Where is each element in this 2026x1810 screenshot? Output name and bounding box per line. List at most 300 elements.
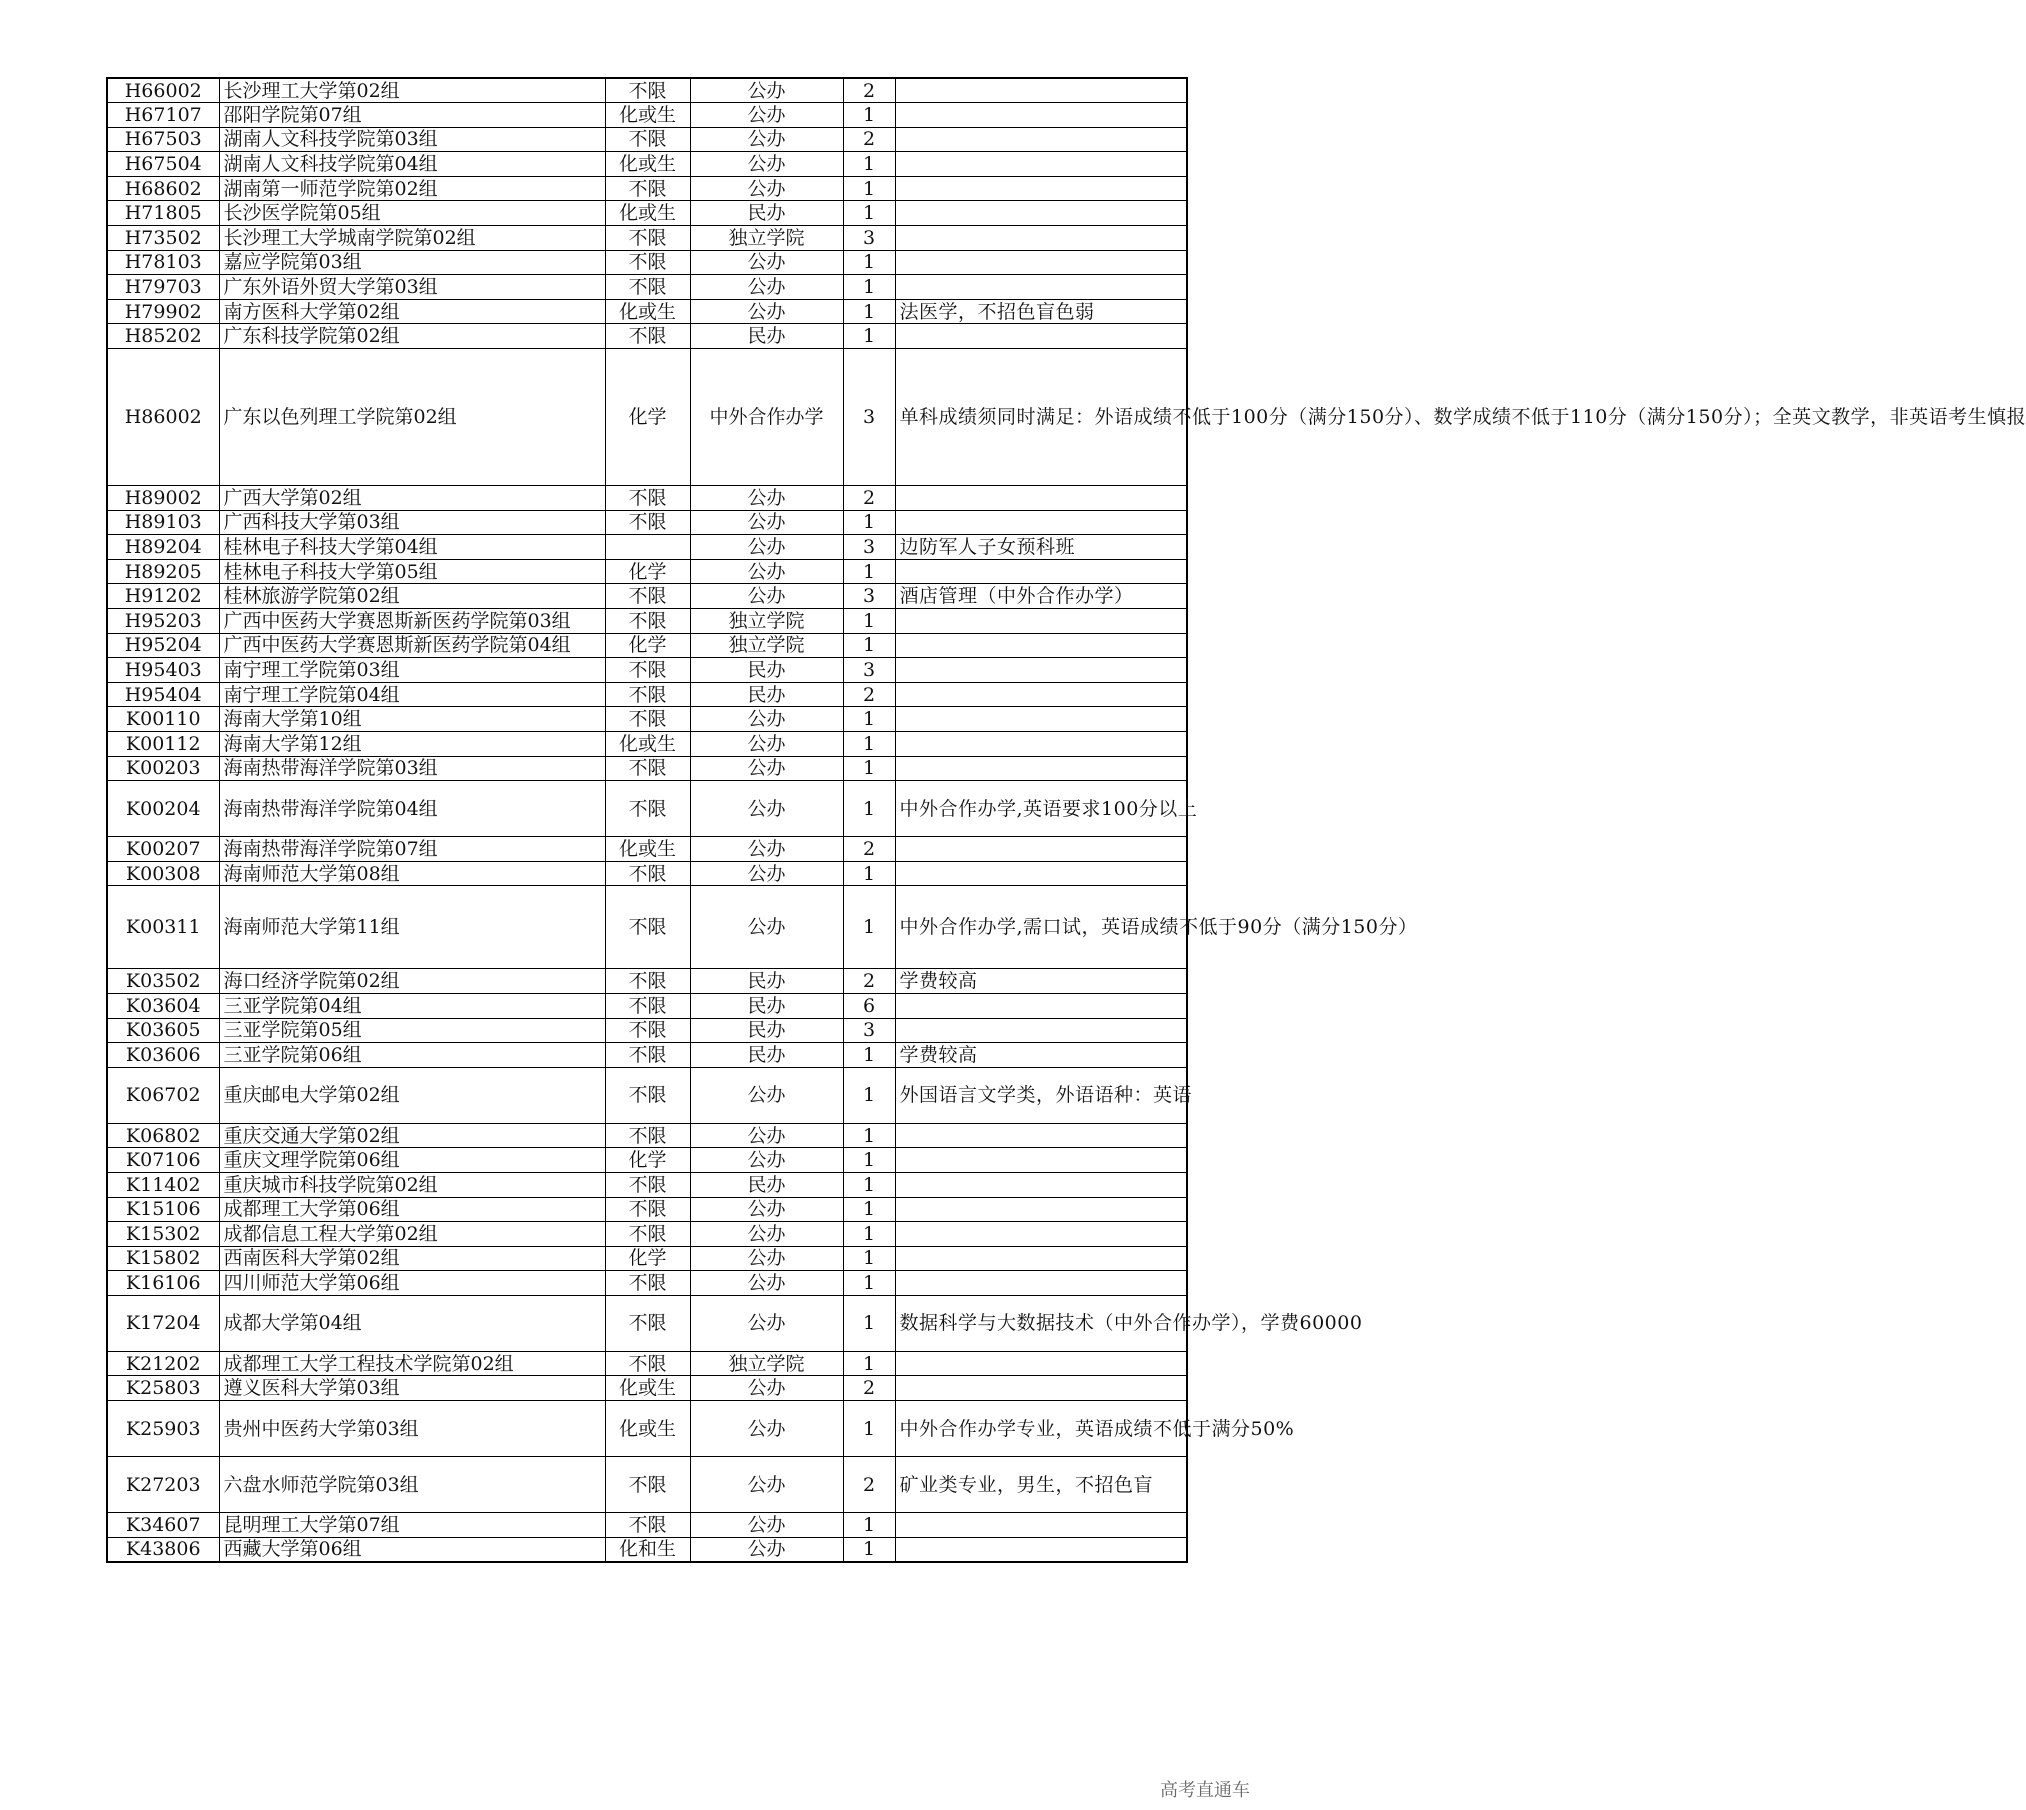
table-row [107,275,1187,300]
remark-cell [895,1537,1187,1562]
remark-cell [895,1148,1187,1173]
plan-count-cell: 3 [843,658,895,683]
subject-requirement-cell: 化学 [605,1246,690,1271]
subject-requirement-cell: 不限 [605,609,690,634]
school-group-cell: 湖南第一师范学院第02组 [219,176,605,201]
remark-cell [895,324,1187,349]
subject-requirement-cell: 不限 [605,324,690,349]
subject-requirement-cell: 不限 [605,1067,690,1123]
school-group-cell: 成都大学第04组 [219,1295,605,1351]
table-row [107,1351,1187,1376]
school-group-cell: 海口经济学院第02组 [219,969,605,994]
plan-count-cell: 2 [843,486,895,511]
subject-requirement-cell: 化学 [605,559,690,584]
table-row [107,658,1187,683]
subject-requirement-cell: 化或生 [605,103,690,128]
subject-requirement-cell: 不限 [605,682,690,707]
school-type-cell: 公办 [690,510,843,535]
school-type-cell: 公办 [690,250,843,275]
plan-count-cell: 1 [843,1222,895,1247]
table-row [107,1513,1187,1538]
school-group-cell: 桂林旅游学院第02组 [219,584,605,609]
school-group-cell: 广西中医药大学赛恩斯新医药学院第03组 [219,609,605,634]
subject-requirement-cell: 不限 [605,510,690,535]
school-type-cell: 公办 [690,1067,843,1123]
school-type-cell: 独立学院 [690,226,843,251]
school-group-cell: 重庆交通大学第02组 [219,1123,605,1148]
remark-cell [895,1172,1187,1197]
school-group-cell: 三亚学院第04组 [219,993,605,1018]
school-type-cell: 公办 [690,837,843,862]
plan-count-cell: 1 [843,1271,895,1296]
school-type-cell: 公办 [690,707,843,732]
subject-requirement-cell: 不限 [605,886,690,969]
table-row [107,1457,1187,1513]
plan-count-cell: 2 [843,1376,895,1401]
table-row [107,1376,1187,1401]
admission-plan-table [106,77,2026,1563]
school-group-cell: 广西大学第02组 [219,486,605,511]
group-code-cell: H85202 [107,324,219,349]
remark-cell [895,176,1187,201]
remark-cell: 外国语言文学类，外语语种：英语 [895,1067,1187,1123]
plan-count-cell: 1 [843,886,895,969]
remark-cell: 矿业类专业，男生，不招色盲 [895,1457,1187,1513]
group-code-cell: K03605 [107,1018,219,1043]
school-group-cell: 成都理工大学第06组 [219,1197,605,1222]
school-type-cell: 公办 [690,1271,843,1296]
plan-count-cell: 2 [843,969,895,994]
remark-cell: 中外合作办学,英语要求100分以上 [895,781,1187,837]
table-row [107,1295,1187,1351]
subject-requirement-cell: 不限 [605,176,690,201]
group-code-cell: K25903 [107,1401,219,1457]
school-type-cell: 公办 [690,176,843,201]
plan-count-cell: 1 [843,1172,895,1197]
plan-count-cell: 1 [843,609,895,634]
table-row [107,201,1187,226]
plan-count-cell: 3 [843,1018,895,1043]
table-row [107,1172,1187,1197]
remark-cell [895,275,1187,300]
subject-requirement-cell: 不限 [605,1222,690,1247]
subject-requirement-cell: 不限 [605,993,690,1018]
table-row [107,103,1187,128]
remark-cell: 学费较高 [895,1043,1187,1068]
school-group-cell: 西南医科大学第02组 [219,1246,605,1271]
plan-count-cell: 1 [843,633,895,658]
remark-cell [895,78,1187,103]
group-code-cell: K15802 [107,1246,219,1271]
table-row [107,682,1187,707]
school-type-cell: 公办 [690,103,843,128]
subject-requirement-cell: 化学 [605,633,690,658]
subject-requirement-cell: 不限 [605,486,690,511]
plan-count-cell: 2 [843,837,895,862]
plan-count-cell: 1 [843,756,895,781]
group-code-cell: H89103 [107,510,219,535]
subject-requirement-cell: 不限 [605,1271,690,1296]
group-code-cell: H89205 [107,559,219,584]
subject-requirement-cell: 不限 [605,127,690,152]
remark-cell [895,731,1187,756]
school-type-cell: 公办 [690,1295,843,1351]
table-row [107,226,1187,251]
plan-count-cell: 1 [843,781,895,837]
plan-count-cell: 1 [843,201,895,226]
plan-count-cell: 1 [843,559,895,584]
remark-cell [895,993,1187,1018]
table-row [107,993,1187,1018]
remark-cell: 中外合作办学,需口试，英语成绩不低于90分（满分150分） [895,886,1187,969]
school-type-cell: 民办 [690,969,843,994]
group-code-cell: K00112 [107,731,219,756]
school-type-cell: 公办 [690,731,843,756]
plan-count-cell: 1 [843,1043,895,1068]
remark-cell [895,1376,1187,1401]
remark-cell [895,250,1187,275]
remark-cell: 酒店管理（中外合作办学） [895,584,1187,609]
table-row [107,176,1187,201]
school-type-cell: 公办 [690,1376,843,1401]
subject-requirement-cell: 化或生 [605,152,690,177]
school-group-cell: 昆明理工大学第07组 [219,1513,605,1538]
school-group-cell: 海南师范大学第11组 [219,886,605,969]
group-code-cell: K17204 [107,1295,219,1351]
school-type-cell: 公办 [690,1457,843,1513]
remark-cell [895,756,1187,781]
subject-requirement-cell: 不限 [605,1018,690,1043]
plan-count-cell: 1 [843,731,895,756]
school-group-cell: 六盘水师范学院第03组 [219,1457,605,1513]
school-group-cell: 三亚学院第06组 [219,1043,605,1068]
subject-requirement-cell: 不限 [605,275,690,300]
subject-requirement-cell: 不限 [605,1295,690,1351]
plan-count-cell: 2 [843,682,895,707]
remark-cell [895,1222,1187,1247]
table-row [107,510,1187,535]
table-row [107,1043,1187,1068]
plan-count-cell: 2 [843,78,895,103]
group-code-cell: K15106 [107,1197,219,1222]
group-code-cell: K06802 [107,1123,219,1148]
school-type-cell: 公办 [690,886,843,969]
table-row [107,1537,1187,1562]
group-code-cell: K11402 [107,1172,219,1197]
school-group-cell: 重庆邮电大学第02组 [219,1067,605,1123]
remark-cell [895,837,1187,862]
school-type-cell: 公办 [690,1197,843,1222]
plan-count-cell: 1 [843,275,895,300]
table-row [107,781,1187,837]
group-code-cell: K03606 [107,1043,219,1068]
remark-cell [895,1513,1187,1538]
school-group-cell: 成都理工大学工程技术学院第02组 [219,1351,605,1376]
remark-cell: 数据科学与大数据技术（中外合作办学），学费60000 [895,1295,1187,1351]
school-group-cell: 贵州中医药大学第03组 [219,1401,605,1457]
group-code-cell: H86002 [107,349,219,486]
school-type-cell: 民办 [690,1043,843,1068]
plan-count-cell: 1 [843,103,895,128]
group-code-cell: K00311 [107,886,219,969]
school-group-cell: 海南热带海洋学院第03组 [219,756,605,781]
group-code-cell: H66002 [107,78,219,103]
table-row [107,152,1187,177]
subject-requirement-cell: 不限 [605,78,690,103]
remark-cell [895,1018,1187,1043]
group-code-cell: K03502 [107,969,219,994]
table-row [107,78,1187,103]
subject-requirement-cell: 化和生 [605,1537,690,1562]
school-type-cell: 民办 [690,324,843,349]
group-code-cell: K00308 [107,861,219,886]
school-group-cell: 长沙理工大学城南学院第02组 [219,226,605,251]
school-type-cell: 独立学院 [690,609,843,634]
subject-requirement-cell: 化或生 [605,1401,690,1457]
school-group-cell: 海南师范大学第08组 [219,861,605,886]
table-body [107,78,2026,1562]
remark-cell [895,1246,1187,1271]
group-code-cell: K34607 [107,1513,219,1538]
group-code-cell: K43806 [107,1537,219,1562]
table-row [107,349,1187,486]
group-code-cell: K00207 [107,837,219,862]
school-type-cell: 公办 [690,299,843,324]
school-group-cell: 长沙理工大学第02组 [219,78,605,103]
group-code-cell: K00203 [107,756,219,781]
table-row [107,1018,1187,1043]
school-group-cell: 西藏大学第06组 [219,1537,605,1562]
school-group-cell: 湖南人文科技学院第04组 [219,152,605,177]
table-row [107,486,1187,511]
school-type-cell: 公办 [690,78,843,103]
remark-cell [895,103,1187,128]
subject-requirement-cell: 化或生 [605,201,690,226]
subject-requirement-cell: 不限 [605,1351,690,1376]
plan-count-cell: 1 [843,1197,895,1222]
school-type-cell: 民办 [690,993,843,1018]
school-type-cell: 公办 [690,1123,843,1148]
remark-cell [895,127,1187,152]
school-group-cell: 海南大学第12组 [219,731,605,756]
subject-requirement-cell: 化学 [605,1148,690,1173]
subject-requirement-cell: 化或生 [605,731,690,756]
school-type-cell: 独立学院 [690,633,843,658]
school-type-cell: 公办 [690,861,843,886]
school-type-cell: 公办 [690,152,843,177]
plan-count-cell: 1 [843,152,895,177]
plan-count-cell: 3 [843,226,895,251]
group-code-cell: H67107 [107,103,219,128]
remark-cell [895,707,1187,732]
table-row [107,707,1187,732]
plan-count-cell: 1 [843,324,895,349]
group-code-cell: H71805 [107,201,219,226]
school-type-cell: 公办 [690,584,843,609]
table-row [107,609,1187,634]
school-group-cell: 广东以色列理工学院第02组 [219,349,605,486]
table-row [107,756,1187,781]
plan-count-cell: 1 [843,510,895,535]
remark-cell [895,559,1187,584]
table-row [107,1123,1187,1148]
table-row [107,559,1187,584]
remark-cell [895,861,1187,886]
school-type-cell: 公办 [690,1537,843,1562]
table-row [107,1222,1187,1247]
table-row [107,861,1187,886]
group-code-cell: H89002 [107,486,219,511]
table-row [107,250,1187,275]
table-row [107,535,1187,560]
plan-count-cell: 2 [843,1457,895,1513]
subject-requirement-cell [605,535,690,560]
plan-count-cell: 1 [843,1401,895,1457]
group-code-cell: K03604 [107,993,219,1018]
table-row [107,731,1187,756]
school-group-cell: 南方医科大学第02组 [219,299,605,324]
school-group-cell: 重庆城市科技学院第02组 [219,1172,605,1197]
school-type-cell: 民办 [690,658,843,683]
school-group-cell: 广西科技大学第03组 [219,510,605,535]
subject-requirement-cell: 不限 [605,1172,690,1197]
group-code-cell: H95203 [107,609,219,634]
subject-requirement-cell: 不限 [605,250,690,275]
table-row [107,886,1187,969]
group-code-cell: H79703 [107,275,219,300]
school-type-cell: 公办 [690,1513,843,1538]
table-row [107,584,1187,609]
table-row [107,1148,1187,1173]
group-code-cell: K25803 [107,1376,219,1401]
school-group-cell: 南宁理工学院第04组 [219,682,605,707]
group-code-cell: H95204 [107,633,219,658]
school-type-cell: 公办 [690,127,843,152]
subject-requirement-cell: 化或生 [605,299,690,324]
plan-count-cell: 2 [843,127,895,152]
plan-count-cell: 1 [843,176,895,201]
remark-cell [895,1271,1187,1296]
plan-count-cell: 3 [843,584,895,609]
plan-count-cell: 1 [843,250,895,275]
subject-requirement-cell: 不限 [605,1197,690,1222]
subject-requirement-cell: 不限 [605,861,690,886]
table-row [107,299,1187,324]
school-type-cell: 民办 [690,1018,843,1043]
group-code-cell: K15302 [107,1222,219,1247]
plan-count-cell: 1 [843,861,895,886]
school-group-cell: 广东外语外贸大学第03组 [219,275,605,300]
school-group-cell: 广东科技学院第02组 [219,324,605,349]
school-group-cell: 嘉应学院第03组 [219,250,605,275]
table-row [107,633,1187,658]
plan-count-cell: 1 [843,1067,895,1123]
school-type-cell: 公办 [690,1148,843,1173]
school-group-cell: 南宁理工学院第03组 [219,658,605,683]
group-code-cell: K07106 [107,1148,219,1173]
subject-requirement-cell: 不限 [605,1513,690,1538]
remark-cell: 学费较高 [895,969,1187,994]
subject-requirement-cell: 不限 [605,1043,690,1068]
subject-requirement-cell: 不限 [605,226,690,251]
plan-count-cell: 1 [843,1123,895,1148]
group-code-cell: H78103 [107,250,219,275]
group-code-cell: H67504 [107,152,219,177]
plan-count-cell: 1 [843,1537,895,1562]
subject-requirement-cell: 化学 [605,349,690,486]
group-code-cell: K27203 [107,1457,219,1513]
watermark-text: 高考直通车 [1160,1780,1250,1801]
group-code-cell: K00204 [107,781,219,837]
subject-requirement-cell: 不限 [605,781,690,837]
subject-requirement-cell: 不限 [605,658,690,683]
subject-requirement-cell: 不限 [605,1123,690,1148]
remark-cell [895,658,1187,683]
school-type-cell: 民办 [690,1172,843,1197]
table-row [107,969,1187,994]
school-type-cell: 民办 [690,201,843,226]
group-code-cell: H67503 [107,127,219,152]
school-group-cell: 四川师范大学第06组 [219,1271,605,1296]
group-code-cell: H89204 [107,535,219,560]
group-code-cell: K16106 [107,1271,219,1296]
school-type-cell: 公办 [690,1246,843,1271]
plan-count-cell: 3 [843,535,895,560]
table-row [107,1067,1187,1123]
remark-cell [895,226,1187,251]
remark-cell [895,682,1187,707]
subject-requirement-cell: 化或生 [605,1376,690,1401]
remark-cell: 中外合作办学专业，英语成绩不低于满分50% [895,1401,1187,1457]
subject-requirement-cell: 不限 [605,1457,690,1513]
subject-requirement-cell: 不限 [605,707,690,732]
school-group-cell: 海南热带海洋学院第04组 [219,781,605,837]
school-type-cell: 公办 [690,559,843,584]
remark-cell [895,633,1187,658]
remark-cell [895,152,1187,177]
remark-cell [895,1351,1187,1376]
school-group-cell: 桂林电子科技大学第04组 [219,535,605,560]
school-group-cell: 重庆文理学院第06组 [219,1148,605,1173]
table-row [107,837,1187,862]
school-group-cell: 邵阳学院第07组 [219,103,605,128]
table-row [107,1197,1187,1222]
school-group-cell: 湖南人文科技学院第03组 [219,127,605,152]
group-code-cell: H68602 [107,176,219,201]
remark-cell [895,486,1187,511]
school-type-cell: 公办 [690,1222,843,1247]
group-code-cell: H79902 [107,299,219,324]
group-code-cell: H95403 [107,658,219,683]
school-group-cell: 海南热带海洋学院第07组 [219,837,605,862]
plan-count-cell: 1 [843,707,895,732]
group-code-cell: H95404 [107,682,219,707]
group-code-cell: H73502 [107,226,219,251]
remark-cell [895,1197,1187,1222]
school-type-cell: 公办 [690,535,843,560]
remark-cell: 法医学，不招色盲色弱 [895,299,1187,324]
remark-cell [895,201,1187,226]
remark-cell: 边防军人子女预科班 [895,535,1187,560]
table-row [107,324,1187,349]
group-code-cell: H91202 [107,584,219,609]
school-type-cell: 独立学院 [690,1351,843,1376]
school-group-cell: 遵义医科大学第03组 [219,1376,605,1401]
remark-cell [895,1123,1187,1148]
school-type-cell: 公办 [690,781,843,837]
table-row [107,1401,1187,1457]
school-group-cell: 三亚学院第05组 [219,1018,605,1043]
